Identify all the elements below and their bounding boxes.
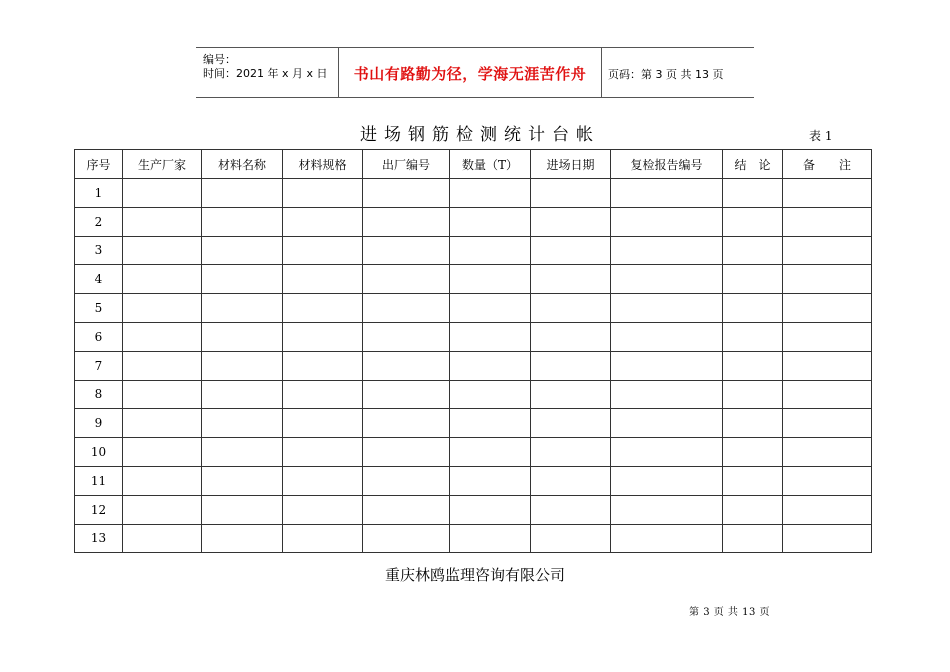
table-cell [611, 409, 723, 438]
table-cell [123, 438, 202, 467]
table-cell [202, 409, 283, 438]
table-cell [531, 466, 611, 495]
header-page-cell [602, 48, 754, 97]
table-row [75, 409, 872, 438]
table-cell [450, 179, 531, 208]
row-number: 6 [75, 322, 123, 351]
table-cell [783, 495, 872, 524]
table-row [75, 495, 872, 524]
table-cell [283, 236, 363, 265]
table-cell [723, 495, 783, 524]
table-cell [123, 495, 202, 524]
table-cell [783, 294, 872, 323]
table-body [75, 179, 872, 553]
table-cell [531, 409, 611, 438]
table-header-row [75, 150, 872, 179]
table-cell [783, 438, 872, 467]
table-cell [283, 466, 363, 495]
table-row [75, 265, 872, 294]
header-motto-cell [339, 48, 602, 97]
table-cell [123, 466, 202, 495]
table-cell [531, 524, 611, 553]
row-number: 1 [75, 179, 123, 208]
table-cell [202, 322, 283, 351]
table-cell [123, 409, 202, 438]
column-header: 生产厂家 [123, 150, 202, 179]
table-cell [531, 179, 611, 208]
table-cell [450, 409, 531, 438]
table-cell [363, 236, 450, 265]
table-cell [123, 351, 202, 380]
table-row [75, 179, 872, 208]
table-cell [531, 294, 611, 323]
table-cell [202, 236, 283, 265]
table-cell [283, 409, 363, 438]
table-cell [363, 322, 450, 351]
table-cell [450, 322, 531, 351]
table-cell [723, 294, 783, 323]
table-cell [723, 466, 783, 495]
table-cell [123, 524, 202, 553]
column-header: 数量（T） [450, 150, 531, 179]
table-cell [531, 265, 611, 294]
table-cell [450, 380, 531, 409]
table-row [75, 524, 872, 553]
table-row [75, 380, 872, 409]
table-cell [783, 322, 872, 351]
table-cell [611, 466, 723, 495]
table-cell [723, 322, 783, 351]
table-cell [783, 409, 872, 438]
row-number: 13 [75, 524, 123, 553]
table-cell [723, 524, 783, 553]
row-number: 9 [75, 409, 123, 438]
table-cell [202, 438, 283, 467]
column-header: 材料规格 [283, 150, 363, 179]
table-cell [363, 438, 450, 467]
table-cell [123, 265, 202, 294]
table-cell [450, 495, 531, 524]
table-cell [723, 438, 783, 467]
ledger-table [74, 149, 872, 553]
table-cell [450, 466, 531, 495]
code-label: 编号： [203, 53, 236, 66]
table-cell [283, 322, 363, 351]
table-cell [611, 294, 723, 323]
table-cell [202, 524, 283, 553]
table-cell [283, 438, 363, 467]
table-cell [611, 495, 723, 524]
page-info: 页码：第 3 页 共 13 页 [608, 68, 724, 81]
table-row [75, 322, 872, 351]
row-number: 10 [75, 438, 123, 467]
table-cell [723, 409, 783, 438]
table-cell [283, 495, 363, 524]
table-cell [611, 351, 723, 380]
motto: 书山有路勤为径，学海无涯苦作舟 [353, 65, 587, 83]
column-header: 进场日期 [531, 150, 611, 179]
table-cell [783, 351, 872, 380]
table-cell [611, 265, 723, 294]
table-cell [363, 207, 450, 236]
table-cell [202, 207, 283, 236]
document-header [196, 47, 754, 98]
table-cell [723, 179, 783, 208]
row-number: 7 [75, 351, 123, 380]
table-cell [202, 495, 283, 524]
table-cell [783, 207, 872, 236]
company-name: 重庆林鸥监理咨询有限公司 [384, 566, 565, 584]
column-header: 备 注 [783, 150, 872, 179]
table-cell [450, 524, 531, 553]
table-cell [283, 380, 363, 409]
table-cell [611, 207, 723, 236]
table-cell [611, 438, 723, 467]
table-cell [531, 322, 611, 351]
table-cell [123, 294, 202, 323]
table-cell [123, 236, 202, 265]
table-cell [283, 524, 363, 553]
table-cell [723, 265, 783, 294]
table-cell [531, 236, 611, 265]
table-cell [283, 294, 363, 323]
table-cell [363, 294, 450, 323]
table-cell [450, 265, 531, 294]
table-row [75, 294, 872, 323]
table-cell [611, 236, 723, 265]
column-header: 结 论 [723, 150, 783, 179]
table-cell [531, 351, 611, 380]
table-cell [531, 438, 611, 467]
table-cell [611, 179, 723, 208]
column-header: 复检报告编号 [611, 150, 723, 179]
row-number: 3 [75, 236, 123, 265]
table-cell [783, 236, 872, 265]
table-cell [123, 207, 202, 236]
table-cell [363, 265, 450, 294]
table-cell [723, 236, 783, 265]
row-number: 11 [75, 466, 123, 495]
table-cell [531, 380, 611, 409]
table-cell [202, 351, 283, 380]
row-number: 5 [75, 294, 123, 323]
table-cell [363, 524, 450, 553]
table-row [75, 351, 872, 380]
table-cell [283, 351, 363, 380]
table-cell [363, 409, 450, 438]
table-cell [123, 322, 202, 351]
table-cell [123, 179, 202, 208]
table-number: 表 1 [809, 129, 833, 143]
table-cell [363, 351, 450, 380]
table-cell [363, 466, 450, 495]
table-row [75, 466, 872, 495]
table-cell [783, 265, 872, 294]
column-header: 出厂编号 [363, 150, 450, 179]
header-info-cell [196, 48, 339, 97]
table-cell [450, 438, 531, 467]
table-cell [363, 380, 450, 409]
table-cell [783, 466, 872, 495]
table-cell [450, 294, 531, 323]
table-cell [783, 524, 872, 553]
column-header: 序号 [75, 150, 123, 179]
column-header: 材料名称 [202, 150, 283, 179]
table-row [75, 207, 872, 236]
table-cell [531, 207, 611, 236]
table-cell [783, 380, 872, 409]
time-label: 时间：2021 年 x 月 x 日 [203, 67, 328, 80]
table-cell [202, 179, 283, 208]
table-cell [611, 524, 723, 553]
table-cell [202, 380, 283, 409]
row-number: 2 [75, 207, 123, 236]
table-cell [450, 351, 531, 380]
table-cell [611, 380, 723, 409]
row-number: 4 [75, 265, 123, 294]
table-cell [123, 380, 202, 409]
table-cell [450, 207, 531, 236]
table-cell [283, 265, 363, 294]
table-cell [363, 179, 450, 208]
table-cell [723, 380, 783, 409]
page-footer: 第 3 页 共 13 页 [689, 607, 770, 618]
table-row [75, 236, 872, 265]
table-cell [531, 495, 611, 524]
table-cell [283, 179, 363, 208]
row-number: 12 [75, 495, 123, 524]
table-cell [283, 207, 363, 236]
table-cell [202, 294, 283, 323]
table-cell [611, 322, 723, 351]
table-row [75, 438, 872, 467]
row-number: 8 [75, 380, 123, 409]
table-cell [202, 466, 283, 495]
table-cell [723, 207, 783, 236]
page-title: 进场钢筋检测统计台帐 [360, 125, 600, 145]
table-cell [783, 179, 872, 208]
table-cell [202, 265, 283, 294]
table-cell [450, 236, 531, 265]
table-cell [363, 495, 450, 524]
table-cell [723, 351, 783, 380]
